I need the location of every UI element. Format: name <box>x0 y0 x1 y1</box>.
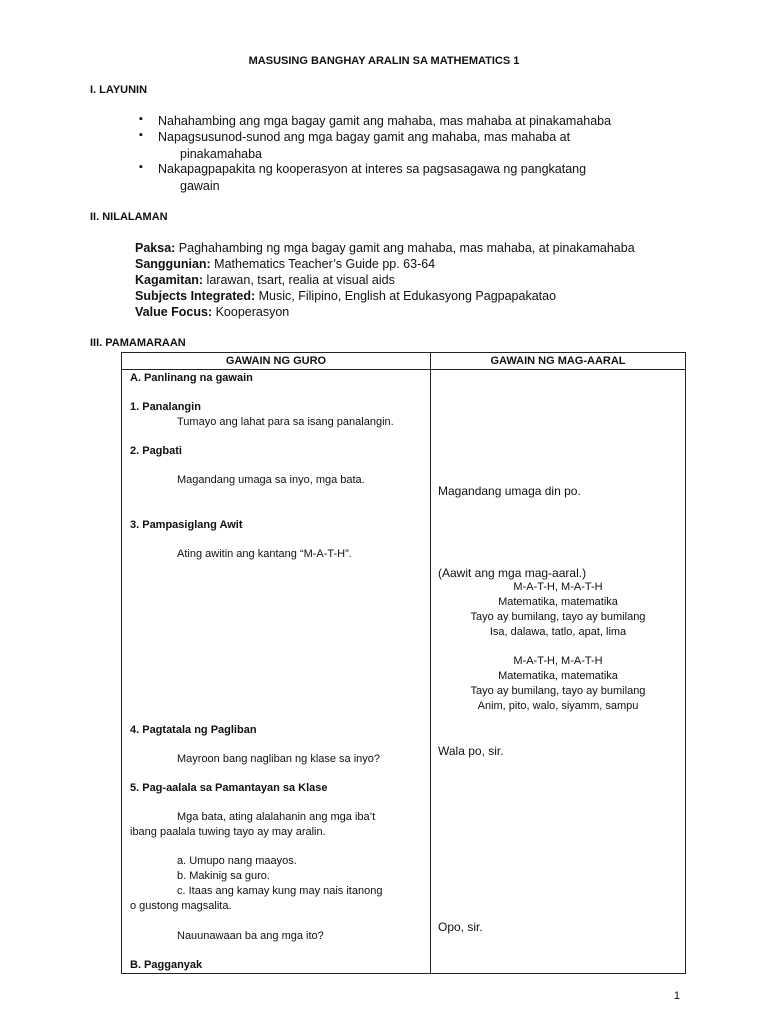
content-row-sanggunian: Sanggunian: Mathematics Teacher’s Guide pp. 63-64 <box>135 257 436 271</box>
heading-awit: 3. Pampasiglang Awit <box>130 519 243 531</box>
objective-item: ▪ Napagsusunod-sunod ang mga bagay gamit ang mahaba, mas mahaba at <box>158 130 570 144</box>
song-line: Anim, pito, walo, siyamm, sampu <box>477 700 639 712</box>
section-heading-layunin: I. LAYUNIN <box>90 84 148 96</box>
header-mag-aaral: GAWAIN NG MAG-AARAL <box>431 353 686 370</box>
column-mag-aaral <box>431 370 686 974</box>
text-pagbati: Magandang umaga sa inyo, mga bata. <box>177 474 365 486</box>
rule-c-1: c. Itaas ang kamay kung may nais itanong <box>177 885 383 897</box>
song-line: Tayo ay bumilang, tayo ay bumilang <box>470 611 646 623</box>
objective-continuation: pinakamahaba <box>180 147 263 161</box>
heading-pagganyak: B. Pagganyak <box>130 959 203 971</box>
song-line: Matematika, matematika <box>498 596 618 608</box>
response-opo: Opo, sir. <box>438 920 483 934</box>
rule-a: a. Umupo nang maayos. <box>177 855 297 867</box>
heading-panlinang: A. Panlinang na gawain <box>130 372 253 384</box>
text-paalala-1: Mga bata, ating alalahanin ang mga iba’t <box>177 811 376 823</box>
content-row-kagamitan: Kagamitan: larawan, tsart, realia at visual aids <box>135 273 395 287</box>
section-heading-nilalaman: II. NILALAMAN <box>90 211 168 223</box>
header-guro: GAWAIN NG GURO <box>122 353 431 370</box>
page-number: 1 <box>673 990 680 1002</box>
song-line: Matematika, matematika <box>498 670 618 682</box>
song-line: M-A-T-H, M-A-T-H <box>513 655 603 667</box>
column-guro <box>122 370 431 974</box>
objective-item: ▪ Nakapagpapakita ng kooperasyon at interes sa pagsasagawa ng pangkatang <box>158 162 586 176</box>
text-paalala-2: ibang paalala tuwing tayo ay may aralin. <box>130 826 326 838</box>
heading-pagliban: 4. Pagtatala ng Pagliban <box>130 724 257 736</box>
rule-b: b. Makinig sa guro. <box>177 870 270 882</box>
text-panalangin: Tumayo ang lahat para sa isang panalangin. <box>177 416 394 428</box>
content-row-paksa: Paksa: Paghahambing ng mga bagay gamit ang mahaba, mas mahaba, at pinakamahaba <box>135 241 635 255</box>
content-row-subjects: Subjects Integrated: Music, Filipino, English at Edukasyong Pagpapakatao <box>135 289 557 303</box>
content-row-value-focus: Value Focus: Kooperasyon <box>135 305 290 319</box>
song-line: Tayo ay bumilang, tayo ay bumilang <box>470 685 646 697</box>
response-bati: Magandang umaga din po. <box>438 484 581 498</box>
response-aawit: (Aawit ang mga mag-aaral.) <box>438 566 587 580</box>
page-title: MASUSING BANGHAY ARALIN SA MATHEMATICS 1 <box>248 55 520 67</box>
song-line: M-A-T-H, M-A-T-H <box>513 581 603 593</box>
lesson-table <box>121 352 686 974</box>
objective-item: ▪ Nahahambing ang mga bagay gamit ang mahaba, mas mahaba at pinakamahaba <box>158 114 611 128</box>
objective-continuation: gawain <box>180 179 220 193</box>
text-pagliban: Mayroon bang nagliban ng klase sa inyo? <box>177 753 381 765</box>
text-tanong: Nauunawaan ba ang mga ito? <box>177 930 324 942</box>
response-wala: Wala po, sir. <box>438 744 504 758</box>
heading-panalangin: 1. Panalangin <box>130 401 201 413</box>
heading-pamantayan: 5. Pag-aalala sa Pamantayan sa Klase <box>130 782 328 794</box>
section-heading-pamamaraan: III. PAMAMARAAN <box>90 337 186 349</box>
song-line: Isa, dalawa, tatlo, apat, lima <box>489 626 627 638</box>
heading-pagbati: 2. Pagbati <box>130 445 182 457</box>
text-awit: Ating awitin ang kantang “M-A-T-H”. <box>177 548 352 560</box>
rule-c-2: o gustong magsalita. <box>130 900 232 912</box>
